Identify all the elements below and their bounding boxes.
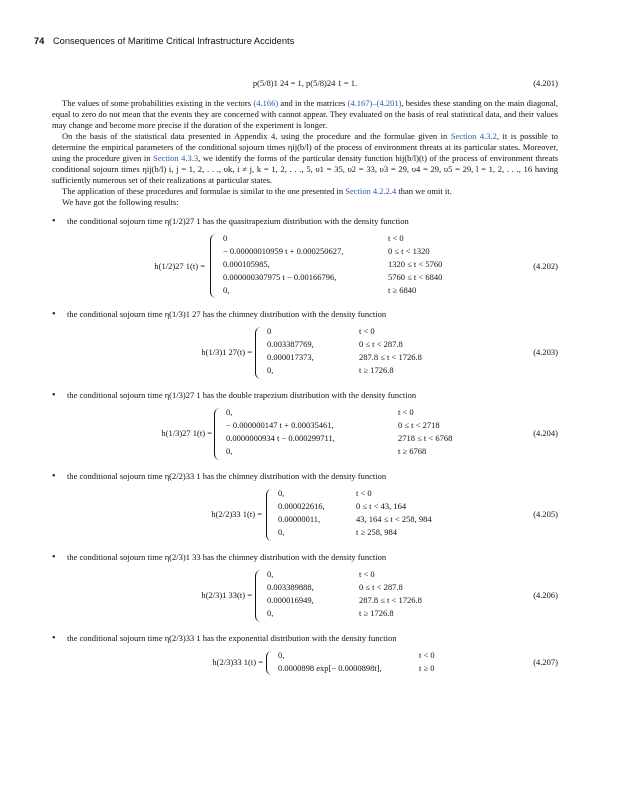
case-value: 0.003387769, — [267, 339, 314, 349]
equation-number: (4.201) — [533, 78, 558, 88]
case-value: 0.000022616, — [278, 501, 325, 511]
section-link[interactable]: Section 4.3.3 — [153, 153, 199, 163]
case-condition: 287.8 ≤ t < 1726.8 — [359, 595, 422, 605]
case-value: 0, — [278, 488, 285, 498]
case-value: 0, — [226, 407, 233, 417]
brace — [214, 408, 223, 460]
piecewise-density — [67, 650, 558, 678]
result-item — [52, 309, 558, 382]
result-item — [52, 216, 558, 301]
equation-number: (4.206) — [533, 590, 558, 600]
case-condition: t ≥ 0 — [419, 663, 435, 673]
text-run: than we omit it. — [396, 186, 452, 196]
case-value: − 0.000000147 t + 0.00035461, — [226, 420, 334, 430]
case-condition: t < 0 — [359, 569, 375, 579]
density-lhs: h(2/3)33 1(t) = — [212, 657, 263, 667]
case-condition: t < 0 — [419, 650, 435, 660]
case-condition: t ≥ 6840 — [388, 285, 417, 295]
equation-link[interactable]: (4.167)–(4.201) — [347, 98, 402, 108]
case-value: 0 — [223, 233, 228, 243]
brace — [210, 234, 219, 298]
piecewise-density — [67, 569, 558, 625]
brace — [255, 570, 264, 622]
case-condition: 1320 ≤ t < 5760 — [388, 259, 443, 269]
equation-4-201 — [52, 78, 558, 92]
density-lhs: h(2/3)1 33(t) = — [201, 590, 252, 600]
result-intro: • the conditional sojourn time η(2/2)33 1 has the chimney distribution with the density function — [67, 471, 387, 481]
result-item — [52, 471, 558, 544]
case-value: 0, — [267, 365, 274, 375]
brace — [266, 489, 275, 541]
result-intro: • the conditional sojourn time η(1/2)27 1 has the quasitrapezium distribution with the density function — [67, 216, 409, 226]
density-lhs: h(1/3)1 27(t) = — [201, 347, 252, 357]
case-condition: 0 ≤ t < 43, 164 — [356, 501, 407, 511]
case-value: 0.000105985, — [223, 259, 270, 269]
text-run: The application of these procedures and formulae is similar to the one presented in — [62, 186, 346, 196]
equation-number: (4.204) — [533, 428, 558, 438]
text-run: The values of some probabilities existing in the vectors — [62, 98, 254, 108]
case-condition: 2718 ≤ t < 6768 — [398, 433, 453, 443]
piecewise-density — [67, 488, 558, 544]
density-lhs: h(1/3)27 1(t) = — [161, 428, 212, 438]
case-value: 0, — [267, 569, 274, 579]
case-condition: 0 ≤ t < 1320 — [388, 246, 430, 256]
section-link[interactable]: Section 4.2.2.4 — [345, 186, 397, 196]
brace — [255, 327, 264, 379]
section-link[interactable]: Section 4.3.2 — [450, 131, 497, 141]
result-intro: • the conditional sojourn time η(1/3)27 1 has the double trapezium distribution with the density function — [67, 390, 417, 400]
paragraph-results: We have got the following results: — [62, 197, 179, 207]
equation-number: (4.203) — [533, 347, 558, 357]
case-value: 0.0000000934 t − 0.000299711, — [226, 433, 335, 443]
density-lhs: h(1/2)27 1(t) = — [154, 261, 205, 271]
brace — [266, 651, 275, 675]
running-header — [34, 36, 294, 46]
density-lhs: h(2/2)33 1(t) = — [211, 509, 262, 519]
case-condition: 0 ≤ t < 2718 — [398, 420, 440, 430]
result-item — [52, 390, 558, 463]
paragraph-statistical-data — [52, 131, 558, 186]
case-value: 0 — [267, 326, 272, 336]
result-intro: • the conditional sojourn time η(2/3)1 33 has the chimney distribution with the density function — [67, 552, 387, 562]
case-condition: 0 ≤ t < 287.8 — [359, 339, 403, 349]
result-intro: • the conditional sojourn time η(2/3)33 1 has the exponential distribution with the density function — [67, 633, 397, 643]
case-condition: 287.8 ≤ t < 1726.8 — [359, 352, 422, 362]
result-item — [52, 633, 558, 678]
page-body — [52, 78, 558, 682]
piecewise-density — [67, 326, 558, 382]
case-condition: t < 0 — [398, 407, 414, 417]
equation-link[interactable]: (4.166) — [253, 98, 279, 108]
case-value: 0.0000898 exp[− 0.0000898t], — [278, 663, 382, 673]
case-value: 0, — [226, 446, 233, 456]
piecewise-density — [67, 233, 558, 301]
case-condition: t ≥ 1726.8 — [359, 365, 394, 375]
paragraph-probabilities — [52, 98, 558, 131]
equation-number: (4.205) — [533, 509, 558, 519]
text-run: , it is possible to determine the empirical parameters of the conditional sojourn times ηij(b/l) of the process of environment threats at its particular states. Moreover, using the procedure given in — [52, 131, 558, 163]
case-value: 0.000017373, — [267, 352, 314, 362]
case-value: 0, — [278, 650, 285, 660]
case-condition: t < 0 — [388, 233, 404, 243]
case-condition: t ≥ 258, 984 — [356, 527, 398, 537]
text-run: On the basis of the statistical data presented in Appendix 4, using the procedure and the formulae given in — [62, 131, 451, 141]
piecewise-density — [67, 407, 558, 463]
case-value: 0.00000011, — [278, 514, 321, 524]
text-run: and in the matrices — [278, 98, 348, 108]
case-value: 0.000000307975 t − 0.00166796, — [223, 272, 337, 282]
case-condition: t < 0 — [356, 488, 372, 498]
case-condition: 43, 164 ≤ t < 258, 984 — [356, 514, 432, 524]
case-value: 0, — [223, 285, 230, 295]
case-value: 0, — [278, 527, 285, 537]
case-condition: t < 0 — [359, 326, 375, 336]
equation-number: (4.207) — [533, 657, 558, 667]
result-intro: • the conditional sojourn time η(1/3)1 27 has the chimney distribution with the density function — [67, 309, 387, 319]
case-value: 0.000016949, — [267, 595, 314, 605]
case-value: 0.003389888, — [267, 582, 314, 592]
case-condition: 5760 ≤ t < 6840 — [388, 272, 443, 282]
equation-text: p(5/8)1 24 = 1, p(5/8)24 1 = 1. — [252, 78, 358, 88]
case-condition: t ≥ 1726.8 — [359, 608, 394, 618]
running-title: Consequences of Maritime Critical Infrastructure Accidents — [52, 36, 295, 46]
text-run: , besides these standing on the main diagonal, equal to zero do not mean that the events they are concerned with cannot appear. They evaluated on the basis of real statistical data, and their values may change and become more precise if the duration of the experiment is longer. — [52, 98, 558, 130]
case-condition: t ≥ 6768 — [398, 446, 427, 456]
paragraph-application — [52, 186, 558, 197]
case-value: − 0.00000010959 t + 0.000250627, — [223, 246, 344, 256]
case-condition: 0 ≤ t < 287.8 — [359, 582, 403, 592]
text-run: , we identify the forms of the particular density function hij(b/l)(t) of the process of environment threats conditional sojourn times ηij(b/l) i, j = 1, 2, . . ., υk, i ≠ j, k = 1, 2, . . ., 5, υ1 = 35, υ2 = 33, υ3 = 29, υ4 = 29, υ5 = 29, l = 1, 2, . . ., 16 having sufficiently numerous set of their realizations at particular states. — [52, 153, 559, 185]
equation-number: (4.202) — [533, 261, 558, 271]
result-item — [52, 552, 558, 625]
case-value: 0, — [267, 608, 274, 618]
page-number: 74 — [34, 36, 45, 46]
